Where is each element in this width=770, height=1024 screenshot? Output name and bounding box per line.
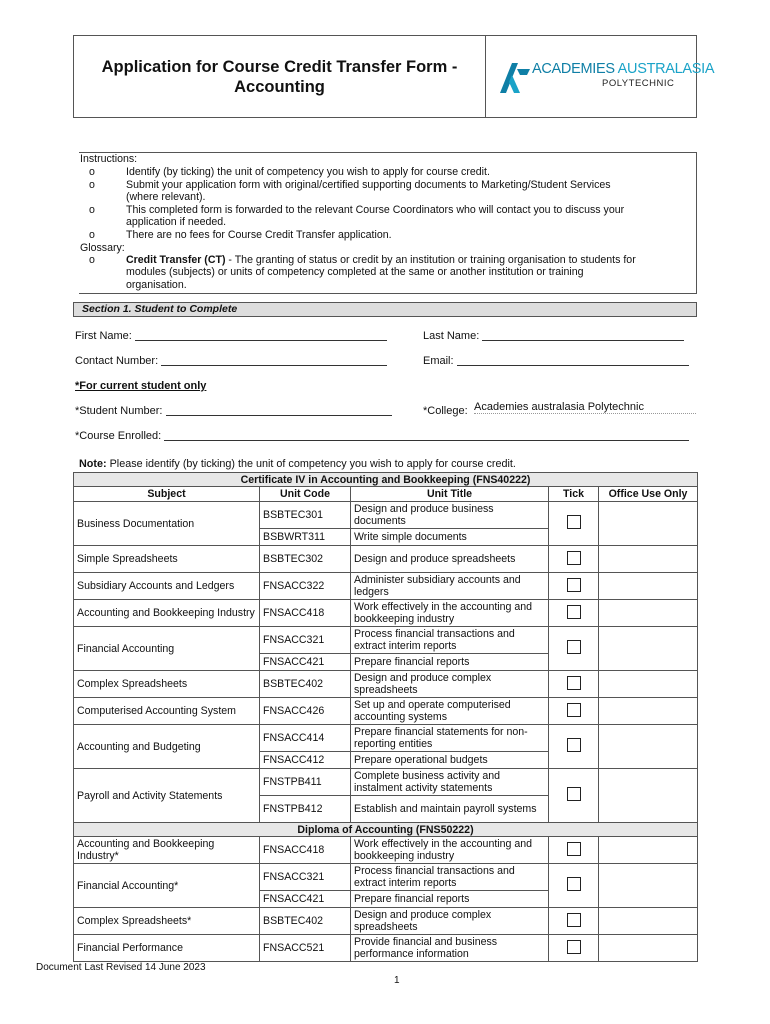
unit-code-cell: FNSACC321 — [260, 627, 351, 654]
column-header: Subject — [74, 487, 260, 502]
unit-code-cell: FNSACC321 — [260, 864, 351, 891]
qualification-heading: Certificate IV in Accounting and Bookkeeping (FNS40222) — [74, 473, 698, 487]
instruction-item: application if needed. — [126, 216, 227, 228]
table-row — [74, 573, 698, 600]
instruction-item: This completed form is forwarded to the relevant Course Coordinators who will contact you to discuss your — [126, 204, 625, 216]
table-row — [74, 698, 698, 725]
unit-code-cell: FNSACC421 — [260, 654, 351, 671]
office-use-cell — [599, 769, 698, 823]
academies-logo — [486, 36, 715, 117]
tick-cell[interactable] — [549, 837, 599, 864]
unit-title-cell: Process financial transactions and extract interim reports — [351, 627, 549, 654]
page-number: 1 — [394, 975, 400, 986]
subject-cell: Complex Spreadsheets — [74, 671, 260, 698]
office-use-cell — [599, 600, 698, 627]
subject-cell: Business Documentation — [74, 502, 260, 546]
unit-code-cell: FNSACC426 — [260, 698, 351, 725]
subject-cell: Subsidiary Accounts and Ledgers — [74, 573, 260, 600]
office-use-cell — [599, 698, 698, 725]
last-name-field[interactable]: Last Name: — [423, 330, 684, 342]
form-header — [73, 35, 715, 118]
table-row — [74, 627, 698, 654]
table-row — [74, 502, 698, 529]
subject-cell: Financial Accounting* — [74, 864, 260, 908]
subject-cell: Accounting and Budgeting — [74, 725, 260, 769]
table-row — [74, 935, 698, 962]
section-1-heading: Section 1. Student to Complete — [73, 302, 697, 317]
note-text: Note: Please identify (by ticking) the unit of competency you wish to apply for course credit. — [79, 458, 516, 470]
qualification-heading-row — [74, 473, 698, 487]
tick-checkbox[interactable] — [567, 940, 581, 954]
college-field[interactable]: *College: — [423, 405, 468, 417]
tick-cell[interactable] — [549, 546, 599, 573]
units-table — [73, 472, 698, 962]
column-header: Tick — [549, 487, 599, 502]
unit-title-cell: Establish and maintain payroll systems — [351, 796, 549, 823]
unit-title-cell: Design and produce business documents — [351, 502, 549, 529]
unit-code-cell: FNSACC418 — [260, 600, 351, 627]
unit-title-cell: Design and produce complex spreadsheets — [351, 671, 549, 698]
office-use-cell — [599, 573, 698, 600]
office-use-cell — [599, 908, 698, 935]
contact-number-input[interactable] — [161, 365, 387, 366]
tick-checkbox[interactable] — [567, 703, 581, 717]
table-row — [74, 837, 698, 864]
office-use-cell — [599, 864, 698, 908]
office-use-cell — [599, 935, 698, 962]
student-number-field[interactable]: *Student Number: — [75, 405, 392, 417]
unit-code-cell: FNSACC412 — [260, 752, 351, 769]
unit-code-cell: FNSACC418 — [260, 837, 351, 864]
first-name-input[interactable] — [135, 340, 387, 341]
unit-code-cell: FNSACC521 — [260, 935, 351, 962]
table-header-row — [74, 487, 698, 502]
tick-checkbox[interactable] — [567, 515, 581, 529]
tick-checkbox[interactable] — [567, 738, 581, 752]
unit-code-cell: BSBWRT311 — [260, 529, 351, 546]
unit-title-cell: Prepare operational budgets — [351, 752, 549, 769]
subject-cell: Computerised Accounting System — [74, 698, 260, 725]
qualification-heading: Diploma of Accounting (FNS50222) — [74, 823, 698, 837]
unit-title-cell: Design and produce complex spreadsheets — [351, 908, 549, 935]
instruction-item: Identify (by ticking) the unit of competency you wish to apply for course credit. — [126, 166, 490, 178]
email-field[interactable]: Email: — [423, 355, 689, 367]
office-use-cell — [599, 627, 698, 671]
email-input[interactable] — [457, 365, 689, 366]
unit-code-cell: FNSTPB412 — [260, 796, 351, 823]
glossary-item: Credit Transfer (CT) - The granting of status or credit by an institution or training organisation to students for — [126, 254, 636, 266]
unit-code-cell: FNSACC421 — [260, 891, 351, 908]
tick-cell[interactable] — [549, 769, 599, 823]
qualification-heading-row — [74, 823, 698, 837]
glossary-item: organisation. — [126, 279, 187, 291]
table-row — [74, 546, 698, 573]
instruction-item: Submit your application form with original/certified supporting documents to Marketing/Student Services — [126, 179, 611, 191]
table-row — [74, 769, 698, 796]
unit-title-cell: Provide financial and business performance information — [351, 935, 549, 962]
current-student-label: *For current student only — [75, 380, 207, 392]
unit-code-cell: BSBTEC302 — [260, 546, 351, 573]
college-select[interactable]: Academies australasia Polytechnic — [474, 401, 696, 414]
tick-checkbox[interactable] — [567, 877, 581, 891]
contact-number-field[interactable]: Contact Number: — [75, 355, 387, 367]
unit-title-cell: Administer subsidiary accounts and ledgers — [351, 573, 549, 600]
tick-cell[interactable] — [549, 573, 599, 600]
table-row — [74, 725, 698, 752]
instruction-item: (where relevant). — [126, 191, 206, 203]
tick-cell[interactable] — [549, 725, 599, 769]
tick-cell[interactable] — [549, 864, 599, 908]
table-row — [74, 864, 698, 891]
logo-name: ACADEMIES AUSTRALASIA — [532, 61, 715, 77]
subject-cell: Simple Spreadsheets — [74, 546, 260, 573]
instruction-item: There are no fees for Course Credit Transfer application. — [126, 229, 392, 241]
student-number-input[interactable] — [166, 415, 392, 416]
tick-cell[interactable] — [549, 627, 599, 671]
instructions-box: Instructions: o Identify (by ticking) the unit of competency you wish to apply for course credit. o Submit your application form with original/certified supporting documents to Marketing/Student Services (where relevant). o This completed form is forwarded to the relevant Course Coordinators who will contact you to discuss your application if needed. o There are no fees for Course Credit Transfer application. Glossary: o Credit Transfer (CT) - The granting of status or credit by an institution or training organisation to students for modules (subjects) or units of competency completed at the same or another institution or training organisation. — [79, 152, 697, 294]
first-name-field[interactable]: First Name: — [75, 330, 387, 342]
office-use-cell — [599, 671, 698, 698]
tick-checkbox[interactable] — [567, 640, 581, 654]
tick-cell[interactable] — [549, 502, 599, 546]
unit-code-cell: FNSTPB411 — [260, 769, 351, 796]
unit-title-cell: Process financial transactions and extract interim reports — [351, 864, 549, 891]
office-use-cell — [599, 546, 698, 573]
tick-checkbox[interactable] — [567, 605, 581, 619]
unit-title-cell: Set up and operate computerised accounting systems — [351, 698, 549, 725]
unit-code-cell: BSBTEC301 — [260, 502, 351, 529]
subject-cell: Accounting and Bookkeeping Industry* — [74, 837, 260, 864]
tick-checkbox[interactable] — [567, 842, 581, 856]
tick-cell[interactable] — [549, 908, 599, 935]
unit-title-cell: Work effectively in the accounting and bookkeeping industry — [351, 837, 549, 864]
page-title: Application for Course Credit Transfer Form - Accounting — [74, 36, 486, 117]
unit-code-cell: FNSACC322 — [260, 573, 351, 600]
office-use-cell — [599, 837, 698, 864]
tick-cell[interactable] — [549, 935, 599, 962]
subject-cell: Complex Spreadsheets* — [74, 908, 260, 935]
subject-cell: Financial Performance — [74, 935, 260, 962]
instructions-heading: Instructions: — [80, 153, 138, 165]
unit-title-cell: Prepare financial reports — [351, 891, 549, 908]
glossary-item: modules (subjects) or units of competency completed at the same or another institution or training — [126, 266, 584, 278]
glossary-heading: Glossary: — [80, 242, 125, 254]
column-header: Unit Title — [351, 487, 549, 502]
tick-cell[interactable] — [549, 698, 599, 725]
unit-title-cell: Prepare financial reports — [351, 654, 549, 671]
subject-cell: Payroll and Activity Statements — [74, 769, 260, 823]
tick-checkbox[interactable] — [567, 578, 581, 592]
unit-title-cell: Design and produce spreadsheets — [351, 546, 549, 573]
unit-title-cell: Work effectively in the accounting and bookkeeping industry — [351, 600, 549, 627]
tick-checkbox[interactable] — [567, 551, 581, 565]
subject-cell: Financial Accounting — [74, 627, 260, 671]
logo-mark-icon — [498, 61, 532, 95]
table-row — [74, 671, 698, 698]
tick-checkbox[interactable] — [567, 676, 581, 690]
subject-cell: Accounting and Bookkeeping Industry — [74, 600, 260, 627]
course-enrolled-field[interactable]: *Course Enrolled: — [75, 430, 689, 442]
tick-checkbox[interactable] — [567, 787, 581, 801]
office-use-cell — [599, 725, 698, 769]
last-name-input[interactable] — [482, 340, 684, 341]
unit-code-cell: BSBTEC402 — [260, 671, 351, 698]
tick-cell[interactable] — [549, 600, 599, 627]
table-row — [74, 908, 698, 935]
office-use-cell — [599, 502, 698, 546]
logo-subtitle: POLYTECHNIC — [602, 78, 675, 89]
unit-code-cell: BSBTEC402 — [260, 908, 351, 935]
last-revised: Document Last Revised 14 June 2023 — [36, 962, 206, 973]
unit-title-cell: Complete business activity and instalment activity statements — [351, 769, 549, 796]
unit-code-cell: FNSACC414 — [260, 725, 351, 752]
tick-cell[interactable] — [549, 671, 599, 698]
table-row — [74, 600, 698, 627]
column-header: Unit Code — [260, 487, 351, 502]
unit-title-cell: Write simple documents — [351, 529, 549, 546]
tick-checkbox[interactable] — [567, 913, 581, 927]
unit-title-cell: Prepare financial statements for non-reporting entities — [351, 725, 549, 752]
column-header: Office Use Only — [599, 487, 698, 502]
course-enrolled-input[interactable] — [164, 440, 689, 441]
